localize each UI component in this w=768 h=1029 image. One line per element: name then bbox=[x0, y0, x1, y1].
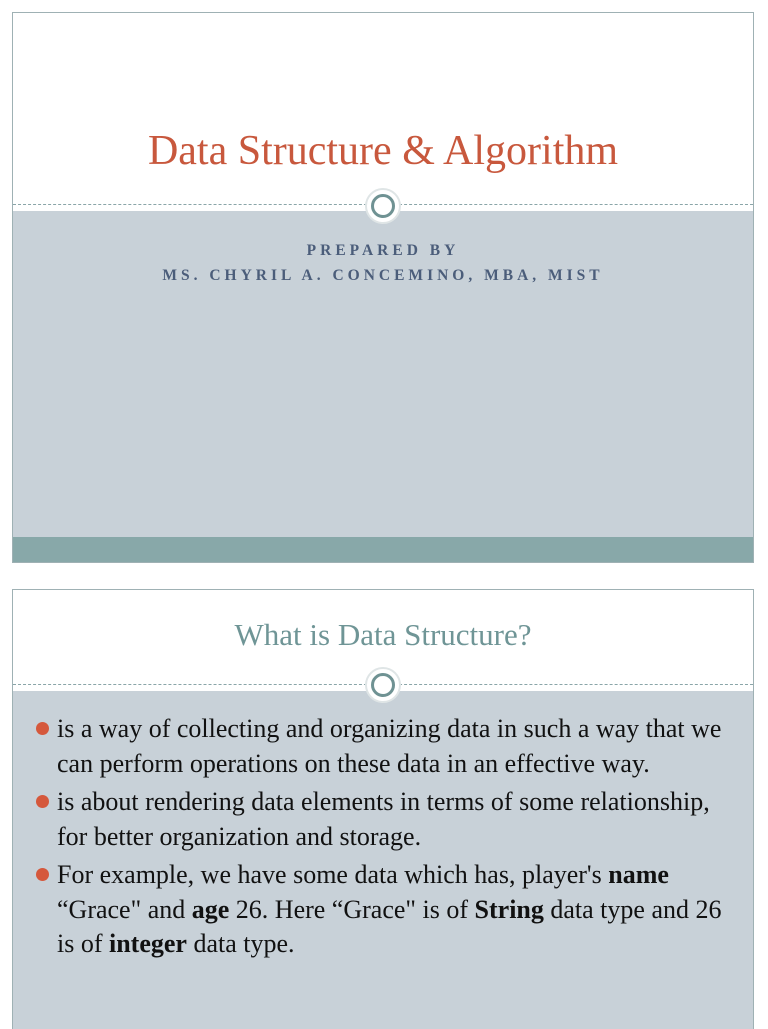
slide-definition bbox=[12, 589, 754, 1029]
slide-title bbox=[12, 12, 754, 563]
presentation-title: Data Structure & Algorithm bbox=[147, 128, 619, 174]
bullet-list bbox=[36, 712, 731, 966]
slide-heading: What is Data Structure? bbox=[234, 617, 532, 652]
circle-ornament-icon bbox=[365, 188, 401, 224]
bullet-icon bbox=[36, 795, 49, 808]
bottom-band bbox=[13, 537, 753, 563]
bullet-icon bbox=[36, 722, 49, 735]
list-item: is a way of collecting and organizing data in such a way that we can perform operations on these data in an effective way. bbox=[36, 712, 731, 781]
emphasis-age: age bbox=[191, 894, 230, 924]
list-item: is about rendering data elements in terms of some relationship, for better organization and storage. bbox=[36, 785, 731, 854]
emphasis-name: name bbox=[608, 860, 669, 889]
emphasis-string: String bbox=[474, 894, 544, 924]
list-item: For example, we have some data which has, player's name “Grace" and age 26. Here “Grace" is of String data type and 26 is of integer data type. bbox=[36, 858, 731, 962]
bullet-icon bbox=[36, 868, 49, 881]
slide-title-header bbox=[13, 13, 753, 208]
circle-ornament-icon bbox=[365, 667, 401, 703]
emphasis-integer: integer bbox=[109, 929, 187, 958]
author-name: MS. CHYRIL A. CONCEMINO, MBA, MIST bbox=[162, 267, 604, 284]
prepared-by-label: PREPARED BY bbox=[306, 242, 460, 259]
